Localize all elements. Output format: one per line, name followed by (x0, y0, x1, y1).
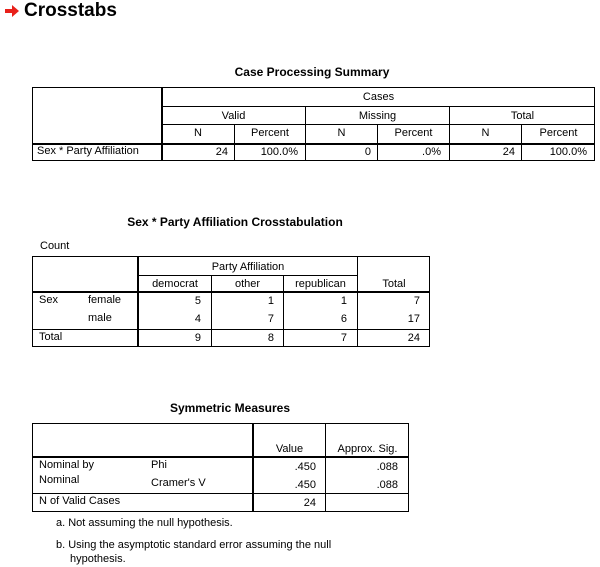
cramers-v-sig: .088 (376, 479, 398, 491)
page-title: Crosstabs (24, 0, 117, 21)
row-total-cell: 7 (413, 295, 420, 307)
count-cell: 4 (194, 313, 201, 325)
col-header: N (194, 127, 202, 139)
cramers-v-value: .450 (294, 479, 316, 491)
phi-value: .450 (294, 461, 316, 473)
count-cell: 7 (267, 313, 274, 325)
total-column-header: Total (382, 278, 406, 290)
column-header: other (234, 278, 261, 290)
col-header: Percent (251, 127, 289, 139)
count-label: Count (40, 240, 70, 252)
total-cell: 7 (340, 332, 347, 344)
total-cell: 9 (194, 332, 201, 344)
value-cell: 24 (215, 146, 228, 158)
value-cell: 100.0% (260, 146, 298, 158)
nominal-label: Nominal by (39, 459, 95, 471)
col-header: Percent (394, 127, 433, 139)
total-row-label: Total (39, 331, 63, 343)
case-processing-caption: Case Processing Summary (234, 65, 390, 79)
cramers-v-label: Cramer's V (151, 477, 206, 489)
value-cell: .0% (422, 146, 441, 158)
value-cell: 0 (364, 146, 371, 158)
footnote-b: b. Using the asymptotic standard error assuming the null (56, 539, 332, 551)
right-arrow-icon (4, 3, 20, 19)
row-label: male (88, 312, 112, 324)
symmetric-caption: Symmetric Measures (169, 401, 291, 415)
grand-total-cell: 24 (407, 332, 420, 344)
footnote-b-continued: hypothesis. (70, 553, 126, 565)
approx-sig-header: Approx. Sig. (337, 443, 398, 455)
page-heading (4, 0, 117, 22)
nominal-label: Nominal (39, 474, 80, 486)
crosstab-caption: Sex * Party Affiliation Crosstabulation (127, 215, 343, 229)
row-label: Sex * Party Affiliation (37, 145, 139, 157)
valid-cases-value: 24 (303, 497, 316, 509)
column-header: republican (295, 278, 346, 290)
col-header: N (337, 127, 346, 139)
row-variable-label: Sex (39, 294, 58, 306)
party-affiliation-header: Party Affiliation (211, 261, 285, 273)
cases-header: Cases (362, 91, 395, 103)
missing-header: Missing (358, 110, 397, 122)
value-header: Value (275, 443, 304, 455)
row-total-cell: 17 (407, 313, 420, 325)
col-header: Percent (539, 127, 578, 139)
count-cell: 5 (194, 295, 201, 307)
total-cell: 8 (267, 332, 274, 344)
value-cell: 24 (502, 146, 515, 158)
row-label: female (88, 294, 122, 306)
valid-header: Valid (221, 110, 246, 122)
phi-sig: .088 (376, 461, 398, 473)
count-cell: 1 (267, 295, 274, 307)
count-cell: 1 (340, 295, 347, 307)
phi-label: Phi (151, 459, 167, 471)
value-cell: 100.0% (549, 146, 587, 158)
column-header: democrat (152, 278, 198, 290)
footnote-a: a. Not assuming the null hypothesis. (56, 517, 233, 529)
total-header: Total (510, 110, 535, 122)
valid-cases-label: N of Valid Cases (39, 495, 121, 507)
col-header: N (481, 127, 490, 139)
count-cell: 6 (340, 313, 347, 325)
